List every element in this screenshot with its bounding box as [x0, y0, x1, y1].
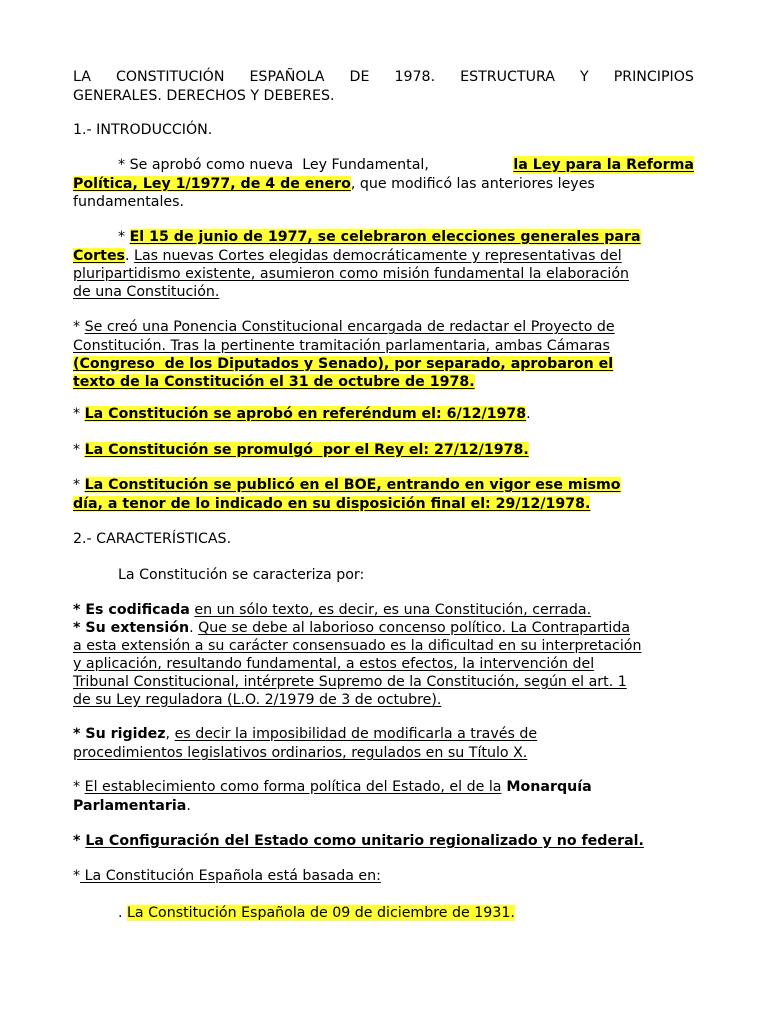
paragraph-line: * Su extensión. Que se debe al laborioso concenso político. La Contrapartida: [73, 620, 631, 636]
paragraph-line: de su Ley reguladora (L.O. 2/1979 de 3 de octubre).: [73, 692, 442, 708]
paragraph-line: texto de la Constitución el 31 de octubre de 1978.: [73, 374, 475, 390]
paragraph-line: Constitución. Tras la pertinente tramitación parlamentaria, ambas Cámaras: [73, 338, 610, 354]
paragraph-line: * Se creó una Ponencia Constitucional encargada de redactar el Proyecto de: [73, 319, 615, 335]
paragraph-line: * Es codificada en un sólo texto, es decir, es una Constitución, cerrada.: [73, 602, 592, 618]
title-line-1: [73, 68, 694, 86]
paragraph-line: * La Constitución Española está basada en:: [73, 868, 381, 884]
paragraph-line: * Su rigidez, es decir la imposibilidad de modificarla a través de: [73, 726, 538, 742]
paragraph-line: * La Constitución se publicó en el BOE, entrando en vigor ese mismo: [73, 477, 621, 493]
title-line-2: GENERALES. DERECHOS Y DEBERES.: [73, 88, 335, 104]
paragraph-line: . La Constitución Española de 09 de diciembre de 1931.: [118, 905, 515, 921]
paragraph-line: y aplicación, resultando fundamental, a estos efectos, la intervención del: [73, 656, 595, 672]
document-page: LA CONSTITUCIÓN ESPAÑOLA DE 1978. ESTRUCTURA Y PRINCIPIOS GENERALES. DERECHOS Y DEBERES. 1.- INTRODUCCIÓN. * Se aprobó como nueva Ley Fundamental, la Ley para la Reforma Política, Ley 1/1977, de 4 de enero, que modificó las anteriores leyes fundamentales. * El 15 de junio de 1977, se celebraron elecciones generales para Cortes. Las nuevas Cortes elegidas democráticamente y representativas del pluripartidismo existente, asumieron como misión fundamental la elaboración de una Constitución. * Se creó una Ponencia Constitucional encargada de redactar el Proyecto de Constitución. Tras la pertinente tramitación parlamentaria, ambas Cámaras (Congreso de los Diputados y Senado), por separado, aprobaron el texto de la Constitución el 31 de octubre de 1978. * La Constitución se aprobó en referéndum el: 6/12/1978. * La Constitución se promulgó por el Rey el: 27/12/1978. * La Constitución se publicó en el BOE, entrando en vigor ese mismo día, a tenor de lo indicado en su disposición final el: 29/12/1978. 2.- CARACTERÍSTICAS. La Constitución se caracteriza por: * Es codificada en un sólo texto, es decir, es una Constitución, cerrada. * Su extensión. Que se debe al laborioso concenso político. La Contrapartida a esta extensión a su carácter consensuado es la dificultad en su interpretación y aplicación, resultando fundamental, a estos efectos, la intervención del Tribunal Constitucional, intérprete Supremo de la Constitución, según el art. 1 de su Ley reguladora (L.O. 2/1979 de 3 de octubre). * Su rigidez, es decir la imposibilidad de modificarla a través de procedimientos legislativos ordinarios, regulados en su Título X. * El establecimiento como forma política del Estado, el de la Monarquía Parlamentaria. * La Configuración del Estado como unitario regionalizado y no federal. * La Constitución Española está basada en: . La Constitución Española de 09 de diciembre de 1931.: [73, 69, 694, 921]
title-word: ESTRUCTURA: [460, 69, 555, 85]
title-word: DE: [349, 69, 370, 85]
paragraph-line: procedimientos legislativos ordinarios, regulados en su Título X.: [73, 745, 528, 761]
paragraph-line: * La Constitución se aprobó en referéndum el: 6/12/1978.: [73, 406, 531, 422]
paragraph-line: Cortes. Las nuevas Cortes elegidas democráticamente y representativas del: [73, 248, 622, 264]
paragraph-line: pluripartidismo existente, asumieron como misión fundamental la elaboración: [73, 266, 630, 282]
paragraph-line: (Congreso de los Diputados y Senado), por separado, aprobaron el: [73, 356, 614, 372]
paragraph-line: Política, Ley 1/1977, de 4 de enero, que modificó las anteriores leyes: [73, 176, 595, 192]
paragraph-line: Tribunal Constitucional, intérprete Supremo de la Constitución, según el art. 1: [73, 674, 627, 690]
title-word: ESPAÑOLA: [249, 69, 325, 85]
paragraph-line: * Se aprobó como nueva Ley Fundamental, la Ley para la Reforma: [118, 157, 694, 173]
paragraph-line: * La Configuración del Estado como unitario regionalizado y no federal.: [73, 833, 644, 849]
title-word: CONSTITUCIÓN: [115, 69, 225, 85]
title-word: PRINCIPIOS: [613, 69, 694, 85]
paragraph-line: * La Constitución se promulgó por el Rey el: 27/12/1978.: [73, 442, 529, 458]
title-word: 1978.: [394, 69, 436, 85]
paragraph-line: fundamentales.: [73, 194, 185, 210]
paragraph-line: * El 15 de junio de 1977, se celebraron elecciones generales para: [118, 229, 641, 245]
paragraph-line: de una Constitución.: [73, 284, 220, 300]
paragraph-line: día, a tenor de lo indicado en su disposición final el: 29/12/1978.: [73, 496, 591, 512]
paragraph-line: * El establecimiento como forma política del Estado, el de la Monarquía: [73, 779, 592, 795]
title-word: Y: [579, 69, 589, 85]
paragraph-line: Parlamentaria.: [73, 798, 191, 814]
title-word: LA: [73, 69, 91, 85]
paragraph-line: a esta extensión a su carácter consensuado es la dificultad en su interpretación: [73, 638, 642, 654]
